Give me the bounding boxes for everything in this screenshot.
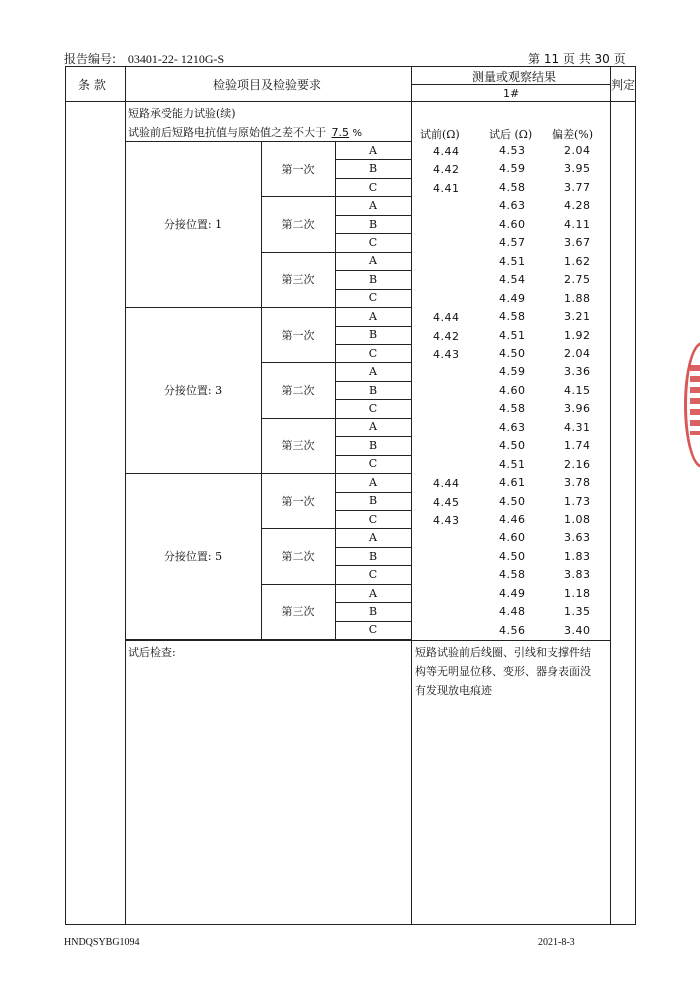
before-value: 4.45 xyxy=(433,495,460,509)
before-value: 4.42 xyxy=(433,329,460,343)
after-value: 4.57 xyxy=(499,236,526,250)
deviation-value: 1.92 xyxy=(564,328,591,342)
after-value: 4.50 xyxy=(499,346,526,360)
result-header: 测量或观察结果 xyxy=(472,70,557,84)
deviation-value: 3.77 xyxy=(564,180,591,194)
phase-cell: B xyxy=(368,383,378,397)
after-value: 4.51 xyxy=(499,328,526,342)
round-label: 第二次 xyxy=(281,550,315,564)
deviation-value: 3.21 xyxy=(564,310,591,324)
after-value: 4.59 xyxy=(499,162,526,176)
clause-header: 条 款 xyxy=(78,78,106,92)
after-value: 4.49 xyxy=(499,586,526,600)
after-value: 4.54 xyxy=(499,273,526,287)
deviation-value: 4.31 xyxy=(564,420,591,434)
before-value: 4.41 xyxy=(433,181,460,195)
round-label: 第三次 xyxy=(281,439,315,453)
deviation-value: 1.74 xyxy=(564,439,591,453)
after-value: 4.59 xyxy=(499,365,526,379)
after-value: 4.56 xyxy=(499,623,526,637)
after-value: 4.63 xyxy=(499,420,526,434)
deviation-value: 2.04 xyxy=(564,346,591,360)
phase-cell: B xyxy=(368,494,378,508)
requirement-unit: % xyxy=(352,128,363,139)
phase-cell: B xyxy=(368,328,378,342)
phase-cell: A xyxy=(369,199,377,213)
phase-cell: A xyxy=(369,475,377,489)
after-value: 4.58 xyxy=(499,568,526,582)
section-title: 短路承受能力试验(续) xyxy=(128,107,236,120)
deviation-value: 3.67 xyxy=(564,236,591,250)
phase-cell: C xyxy=(368,402,378,416)
round-label: 第三次 xyxy=(281,273,315,287)
sample-header: 1# xyxy=(503,87,520,100)
after-value: 4.58 xyxy=(499,310,526,324)
col-deviation-label: 偏差(%) xyxy=(552,128,594,141)
result-divider xyxy=(411,640,610,641)
deviation-value: 1.08 xyxy=(564,513,591,526)
phase-cell: B xyxy=(368,438,378,452)
before-value: 4.42 xyxy=(433,163,460,177)
deviation-value: 3.36 xyxy=(564,365,591,379)
after-value: 4.49 xyxy=(499,291,526,305)
phase-cell: C xyxy=(368,512,378,526)
footer-code: HNDQSYBG1094 xyxy=(64,937,140,948)
deviation-value: 2.16 xyxy=(564,457,591,471)
deviation-value: 1.73 xyxy=(564,494,591,508)
deviation-value: 3.63 xyxy=(564,531,591,545)
deviation-value: 1.88 xyxy=(564,291,591,305)
deviation-value: 3.95 xyxy=(564,162,591,176)
before-value: 4.44 xyxy=(433,477,460,491)
before-value: 4.43 xyxy=(433,514,460,527)
tap-position-label: 分接位置: 1 xyxy=(163,218,223,232)
deviation-value: 1.35 xyxy=(564,605,591,619)
after-value: 4.50 xyxy=(499,439,526,453)
page-indicator: 第 11 页 共 30 页 xyxy=(528,52,626,66)
phase-cell: B xyxy=(368,217,378,231)
col-after-label: 试后 (Ω) xyxy=(489,128,533,141)
deviation-value: 2.04 xyxy=(564,144,591,157)
round-label: 第一次 xyxy=(281,162,315,176)
after-value: 4.60 xyxy=(499,383,526,397)
requirement-text: 试验前后短路电抗值与原始值之差不大于 xyxy=(128,126,326,139)
phase-cell: B xyxy=(368,162,378,176)
after-value: 4.61 xyxy=(499,476,526,490)
report-number xyxy=(64,50,224,67)
phase-cell: A xyxy=(369,143,377,157)
after-value: 4.51 xyxy=(499,457,526,471)
before-value: 4.44 xyxy=(433,311,460,325)
phase-cell: C xyxy=(368,346,378,360)
deviation-value: 4.28 xyxy=(564,199,591,213)
phase-cell: C xyxy=(368,568,378,582)
after-value: 4.46 xyxy=(499,513,526,526)
deviation-value: 3.78 xyxy=(564,476,591,490)
grid-line xyxy=(261,639,335,640)
after-value: 4.58 xyxy=(499,402,526,416)
before-value: 4.43 xyxy=(433,347,460,361)
phase-cell: A xyxy=(369,420,377,434)
phase-cell: C xyxy=(368,180,378,194)
post-check-line: 构等无明显位移、变形、器身表面没 xyxy=(415,665,591,678)
round-label: 第一次 xyxy=(281,494,315,508)
requirement-value: 7.5 xyxy=(331,126,349,139)
phase-cell: C xyxy=(368,291,378,305)
post-check-line: 有发现放电痕迹 xyxy=(415,684,492,697)
tap-position-label: 分接位置: 3 xyxy=(163,384,223,398)
phase-cell: A xyxy=(369,365,377,379)
phase-cell: B xyxy=(368,604,378,618)
phase-cell: C xyxy=(368,457,378,471)
after-value: 4.51 xyxy=(499,254,526,268)
deviation-value: 1.62 xyxy=(564,254,591,268)
deviation-value: 3.83 xyxy=(564,568,591,582)
phase-cell: C xyxy=(368,623,378,637)
deviation-value: 3.40 xyxy=(564,623,591,637)
before-value: 4.44 xyxy=(433,145,460,158)
phase-cell: B xyxy=(368,272,378,286)
phase-cell: A xyxy=(369,254,377,268)
requirement xyxy=(128,124,362,140)
tap-position-label: 分接位置: 5 xyxy=(163,550,223,564)
phase-cell: C xyxy=(368,235,378,249)
after-value: 4.50 xyxy=(499,549,526,563)
phase-cell: A xyxy=(369,309,377,323)
round-label: 第二次 xyxy=(281,384,315,398)
phase-cell: B xyxy=(368,549,378,563)
after-value: 4.58 xyxy=(499,180,526,194)
post-check-line: 短路试验前后线圈、引线和支撑件结 xyxy=(415,646,591,659)
col-before-label: 试前(Ω) xyxy=(420,128,460,141)
seal-stamp-mark xyxy=(690,365,700,435)
post-check-result xyxy=(415,643,591,700)
after-value: 4.60 xyxy=(499,217,526,231)
footer-date: 2021-8-3 xyxy=(538,937,575,948)
round-label: 第二次 xyxy=(281,218,315,232)
grid-line xyxy=(125,639,261,640)
report-number-label: 报告编号: xyxy=(64,52,117,66)
grid-line xyxy=(335,639,411,640)
deviation-value: 3.96 xyxy=(564,402,591,416)
deviation-value: 1.83 xyxy=(564,549,591,563)
round-label: 第三次 xyxy=(281,605,315,619)
judge-header: 判定 xyxy=(611,78,636,92)
deviation-value: 4.11 xyxy=(564,217,591,231)
deviation-value: 4.15 xyxy=(564,383,591,397)
after-value: 4.60 xyxy=(499,531,526,545)
after-value: 4.63 xyxy=(499,199,526,213)
phase-cell: A xyxy=(369,531,377,545)
after-value: 4.50 xyxy=(499,494,526,508)
report-number-value: 03401-22- 1210G-S xyxy=(127,52,225,66)
after-value: 4.53 xyxy=(499,144,526,157)
post-check-label: 试后检查: xyxy=(128,646,176,659)
after-value: 4.48 xyxy=(499,605,526,619)
round-label: 第一次 xyxy=(281,328,315,342)
deviation-value: 2.75 xyxy=(564,273,591,287)
phase-cell: A xyxy=(369,586,377,600)
item-header: 检验项目及检验要求 xyxy=(213,78,322,92)
deviation-value: 1.18 xyxy=(564,586,591,600)
